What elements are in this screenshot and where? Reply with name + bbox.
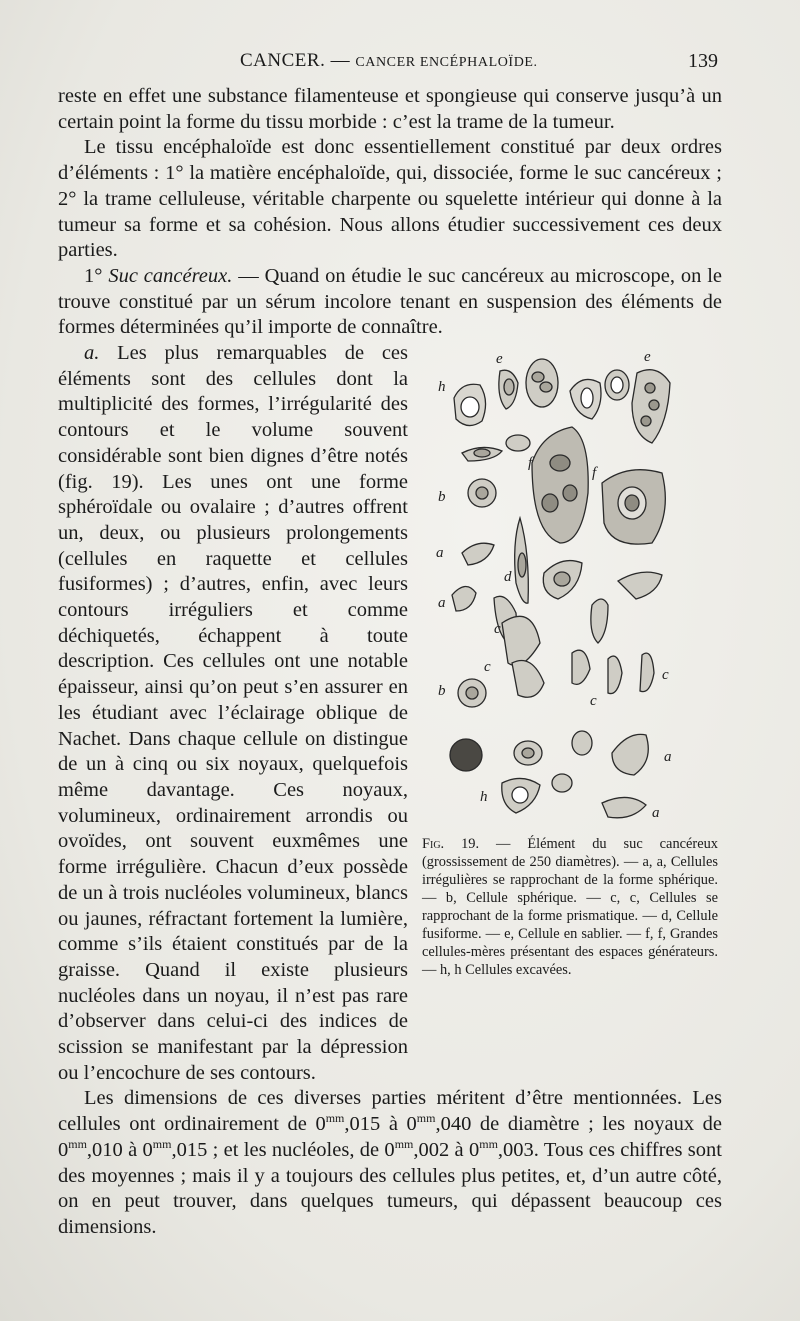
fig-label-f2: f	[592, 465, 597, 482]
section-heading: Suc cancéreux.	[108, 264, 233, 287]
page-number: 139	[688, 50, 718, 72]
unit-mm: mm	[152, 1137, 172, 1151]
fig-label-f1: f	[528, 455, 533, 472]
figure-wrap-zone	[58, 341, 722, 1241]
header-dash: —	[330, 50, 351, 71]
cell-illustration	[432, 343, 717, 833]
p5-part-b: ,015 à 0	[344, 1113, 417, 1136]
caption-lead: Fig. 19.	[422, 836, 480, 853]
section-title: CANCER ENCÉPHALOÏDE.	[355, 55, 538, 70]
p5-part-c: ,040 de diamètre ; les noyaux de 0	[58, 1113, 722, 1161]
fig-label-c3: c	[590, 693, 597, 710]
unit-mm: mm	[68, 1137, 87, 1151]
fig-label-e1: e	[496, 351, 503, 368]
chapter-title: CANCER.	[240, 50, 326, 71]
unit-mm: mm	[479, 1137, 498, 1151]
caption-text: — Élément du suc cancéreux (grossissement de 250 diamètres). — a, a, Cellules irrégulières se rapprochant de la forme sphérique. — b, Cellule sphérique. — c, c, Cellules se rapprochant de la forme prismatique. — d, Cellule fusiforme. — e, Cellule en sablier. — f, f, Grandes cellules-mères présentant des espaces générateurs. — h, h Cellules excavées.	[422, 836, 718, 979]
p5-part-a: Les dimensions de ces diverses parties méritent d’être mentionnées. Les cellules ont ordinairement de 0	[58, 1087, 722, 1136]
paragraph-3-text: — Quand on étudie le suc cancéreux au microscope, on le trouve constitué par un sérum incolore tenant en suspension des éléments de formes déterminées qu’il importe de connaître.	[58, 264, 722, 339]
section-number: 1°	[84, 264, 103, 287]
running-header	[0, 50, 800, 78]
fig-label-a3: a	[664, 749, 672, 766]
p5-part-d: ,010 à 0	[86, 1138, 153, 1161]
figure-19	[422, 343, 722, 1053]
fig-label-h1: h	[438, 379, 446, 396]
fig-label-a4: a	[652, 805, 660, 822]
paragraph-5	[58, 1086, 722, 1240]
unit-mm: mm	[416, 1111, 436, 1126]
p5-part-e: ,015 ; et les nucléoles, de 0	[171, 1138, 395, 1161]
fig-label-c1: c	[494, 621, 501, 638]
fig-label-c2: c	[484, 659, 491, 676]
fig-label-a2: a	[438, 595, 446, 612]
cell-drawings	[450, 359, 670, 818]
paragraph-1: reste en effet une substance filamenteuse et spongieuse qui conserve jusqu’à un certain point la forme du tissu morbide : c’est la trame de la tumeur.	[58, 85, 722, 133]
fig-label-a1: a	[436, 545, 444, 562]
fig-label-d: d	[504, 569, 512, 586]
unit-mm: mm	[325, 1111, 345, 1126]
running-title	[240, 50, 538, 72]
p5-part-g: ,003. Tous ces chiffres sont des moyennes ; mais il y a toujours des cellules plus petites, et, d’un autre côté, on en peut trouver, dans quelques tumeurs, qui dépassent beaucoup ces dimensions.	[58, 1138, 722, 1238]
fig-label-h2: h	[480, 789, 488, 806]
item-letter: a.	[84, 342, 100, 365]
fig-label-c4: c	[662, 667, 669, 684]
fig-label-e2: e	[644, 349, 651, 366]
figure-caption	[422, 835, 718, 979]
p5-part-f: ,002 à 0	[413, 1138, 480, 1161]
paragraph-2: Le tissu encéphaloïde est donc essentiellement constitué par deux ordres d’éléments : 1° la matière encéphaloïde, qui, dissociée, forme le suc cancéreux ; 2° la trame celluleuse, véritable charpente ou squelette intérieur qui donne à la tumeur sa forme et sa cohésion. Nous allons étudier successivement ces deux parties.	[58, 136, 722, 262]
paragraph-3	[58, 264, 722, 341]
fig-label-b1: b	[438, 489, 446, 506]
paragraph-4-text: Les plus remarquables de ces éléments sont des cellules dont la multiplicité des formes, l’irrégularité des contours et le volume souvent considérable sont bien dignes d’être notés (fig. 19). Les unes ont une forme sphéroïdale ou ovalaire ; d’autres offrent un, deux, ou plusieurs prolongements (cellules en raquette et cellules fusiformes) ; d’autres, enfin, avec leurs contours irréguliers et comme déchiquetés, échappent à toute description. Ces cellules ont une notable épaisseur, ainsi qu’on peut s’en assurer en les étudiant avec l’éclairage oblique de Nachet. Dans chaque cellule on distingue de un à cinq ou six noyaux, quelquefois même davantage. Ces noyaux, volumineux, ordinairement arrondis ou ovoïdes, ont souvent euxmêmes une forme irrégulière. Chacun d’eux possède de un à trois nucléoles volumineux, blancs ou jaunes, réfractant fortement la lumière, comme s’ils étaient constitués par de la graisse. Quand il existe plusieurs nucléoles dans un noyau, il n’est pas rare d’observer dans celui-ci des indices de scission se manifestant par la dépression ou l’encochure de ses contours.	[58, 342, 408, 1084]
body-text	[58, 84, 722, 1241]
unit-mm: mm	[394, 1137, 414, 1151]
fig-label-b2: b	[438, 683, 446, 700]
